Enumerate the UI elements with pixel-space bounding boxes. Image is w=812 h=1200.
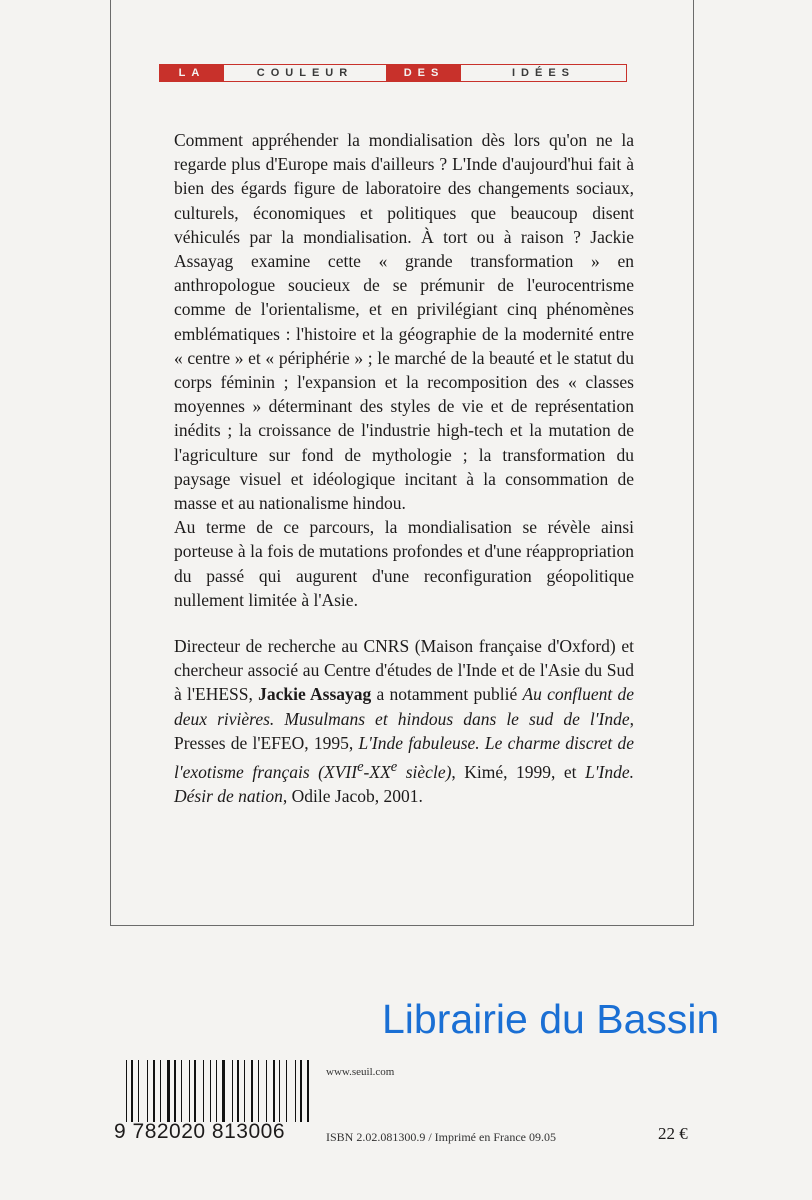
barcode-bar — [279, 1060, 280, 1122]
barcode-bar — [269, 1060, 270, 1122]
barcode-bar — [126, 1060, 127, 1122]
book-title-1: Au confluent de deux rivières. Musulmans et hindous dans le sud de l'Inde — [174, 684, 634, 729]
barcode-bar — [289, 1060, 292, 1122]
author-name: Jackie Assayag — [258, 684, 372, 705]
barcode-bar — [163, 1060, 164, 1122]
barcode-bar — [273, 1060, 275, 1122]
bio-intro: Directeur de recherche au CNRS (Maison française d'Oxford) et chercheur associé au Centre d'études de l'Inde et de l'Asie du Sud à l'EHESS, — [174, 636, 634, 705]
barcode-bar — [206, 1060, 207, 1122]
book-3-publisher: , Odile Jacob, 2001. — [282, 786, 423, 807]
barcode-bar — [153, 1060, 155, 1122]
barcode-bar — [171, 1060, 172, 1122]
barcode-bar — [138, 1060, 139, 1122]
barcode-bar — [210, 1060, 211, 1122]
barcode-bar — [305, 1060, 306, 1122]
barcode-bar — [141, 1060, 144, 1122]
book-title-2: L'Inde fabuleuse. Le charme discret de l'exotisme français (XVIIe-XXe siècle) — [174, 732, 635, 782]
barcode-bar — [131, 1060, 133, 1122]
barcode-bar — [251, 1060, 253, 1122]
barcode-bar — [181, 1060, 182, 1122]
barcode-bar — [283, 1060, 285, 1122]
barcode-bar — [300, 1060, 302, 1122]
barcode-bar — [212, 1060, 214, 1122]
barcode-bar — [276, 1060, 277, 1122]
barcode-bar — [194, 1060, 196, 1122]
isbn-line: ISBN 2.02.081300.9 / Imprimé en France 09.05 — [326, 1130, 556, 1144]
barcode-digits: 9 782020 813006 — [114, 1120, 285, 1143]
barcode-bar — [136, 1060, 137, 1122]
barcode-bar — [189, 1060, 190, 1122]
book-title-3: L'Inde. Désir de nation — [174, 761, 635, 807]
book-1-publisher: , Presses de l'EFEO, 1995, — [174, 708, 634, 753]
book-2-publisher: , Kimé, 1999, et — [451, 761, 577, 782]
barcode-bar — [254, 1060, 256, 1122]
barcode-bar — [244, 1060, 245, 1122]
barcode-bar — [242, 1060, 243, 1122]
barcode-bar — [179, 1060, 180, 1122]
barcode-bar — [266, 1060, 267, 1122]
series-word-la: LA — [160, 65, 224, 81]
synopsis-paragraph-2: Au terme de ce parcours, la mondialisation se révèle ainsi porteuse à la fois de mutations profondes et d'une réappropriation du passé qui augurent d'une reconfiguration géopolitique nullement limitée à l'Asie. — [174, 517, 634, 610]
barcode — [126, 1060, 318, 1122]
barcode-bar — [203, 1060, 204, 1122]
barcode-bar — [232, 1060, 233, 1122]
barcode-bar — [295, 1060, 296, 1122]
barcode-bar — [297, 1060, 298, 1122]
barcode-bar — [237, 1060, 239, 1122]
bio-published: a notamment publié — [376, 684, 518, 705]
barcode-bar — [222, 1060, 225, 1122]
barcode-bar — [311, 1060, 312, 1122]
series-word-couleur: COULEUR — [224, 65, 387, 81]
publisher-website: www.seuil.com — [326, 1066, 395, 1078]
barcode-bar — [149, 1060, 151, 1122]
barcode-bar — [247, 1060, 248, 1122]
synopsis — [174, 128, 634, 612]
price: 22 € — [658, 1124, 688, 1143]
barcode-bar — [199, 1060, 202, 1122]
barcode-bar — [216, 1060, 217, 1122]
barcode-bar — [262, 1060, 265, 1122]
barcode-bar — [258, 1060, 259, 1122]
barcode-bar — [184, 1060, 186, 1122]
barcode-bar — [167, 1060, 170, 1122]
barcode-bar — [158, 1060, 159, 1122]
bookseller-watermark: Librairie du Bassin — [382, 996, 720, 1042]
series-word-des: DES — [387, 65, 461, 81]
barcode-bar — [307, 1060, 309, 1122]
barcode-bar — [147, 1060, 148, 1122]
barcode-bar — [174, 1060, 176, 1122]
barcode-bar — [191, 1060, 192, 1122]
barcode-bar — [220, 1060, 221, 1122]
barcode-bar — [128, 1060, 129, 1122]
barcode-bar — [160, 1060, 161, 1122]
series-banner — [159, 64, 627, 82]
barcode-bar — [234, 1060, 235, 1122]
barcode-bar — [286, 1060, 287, 1122]
bio-paragraph — [174, 634, 634, 808]
synopsis-paragraph-1: Comment appréhender la mondialisation dès lors qu'on ne la regarde plus d'Europe mais d'ailleurs ? L'Inde d'aujourd'hui fait à bien des égards figure de laboratoire des changements sociaux, culturels, économiques et politiques que beaucoup disent véhiculés par la mondialisation. À tort ou à raison ? Jackie Assayag examine cette « grande transformation » en anthropologue soucieux de se prémunir de l'eurocentrisme comme de l'orientalisme, et en privilégiant cinq phénomènes emblématiques : l'histoire et la géographie de la modernité entre « centre » et « périphérie » ; le marché de la beauté et le statut du corps féminin ; l'expansion et la recomposition des « classes moyennes » déterminant des styles de vie et de représentation inédits ; la croissance de l'industrie high-tech et la mutation de l'agriculture sur fond de mythologie ; la transformation du paysage visuel et idéologique incitant à la consommation de masse et au nationalisme hindou. — [174, 130, 634, 514]
author-bio — [174, 634, 634, 808]
barcode-bar — [227, 1060, 229, 1122]
series-word-idees: IDÉES — [461, 65, 626, 81]
